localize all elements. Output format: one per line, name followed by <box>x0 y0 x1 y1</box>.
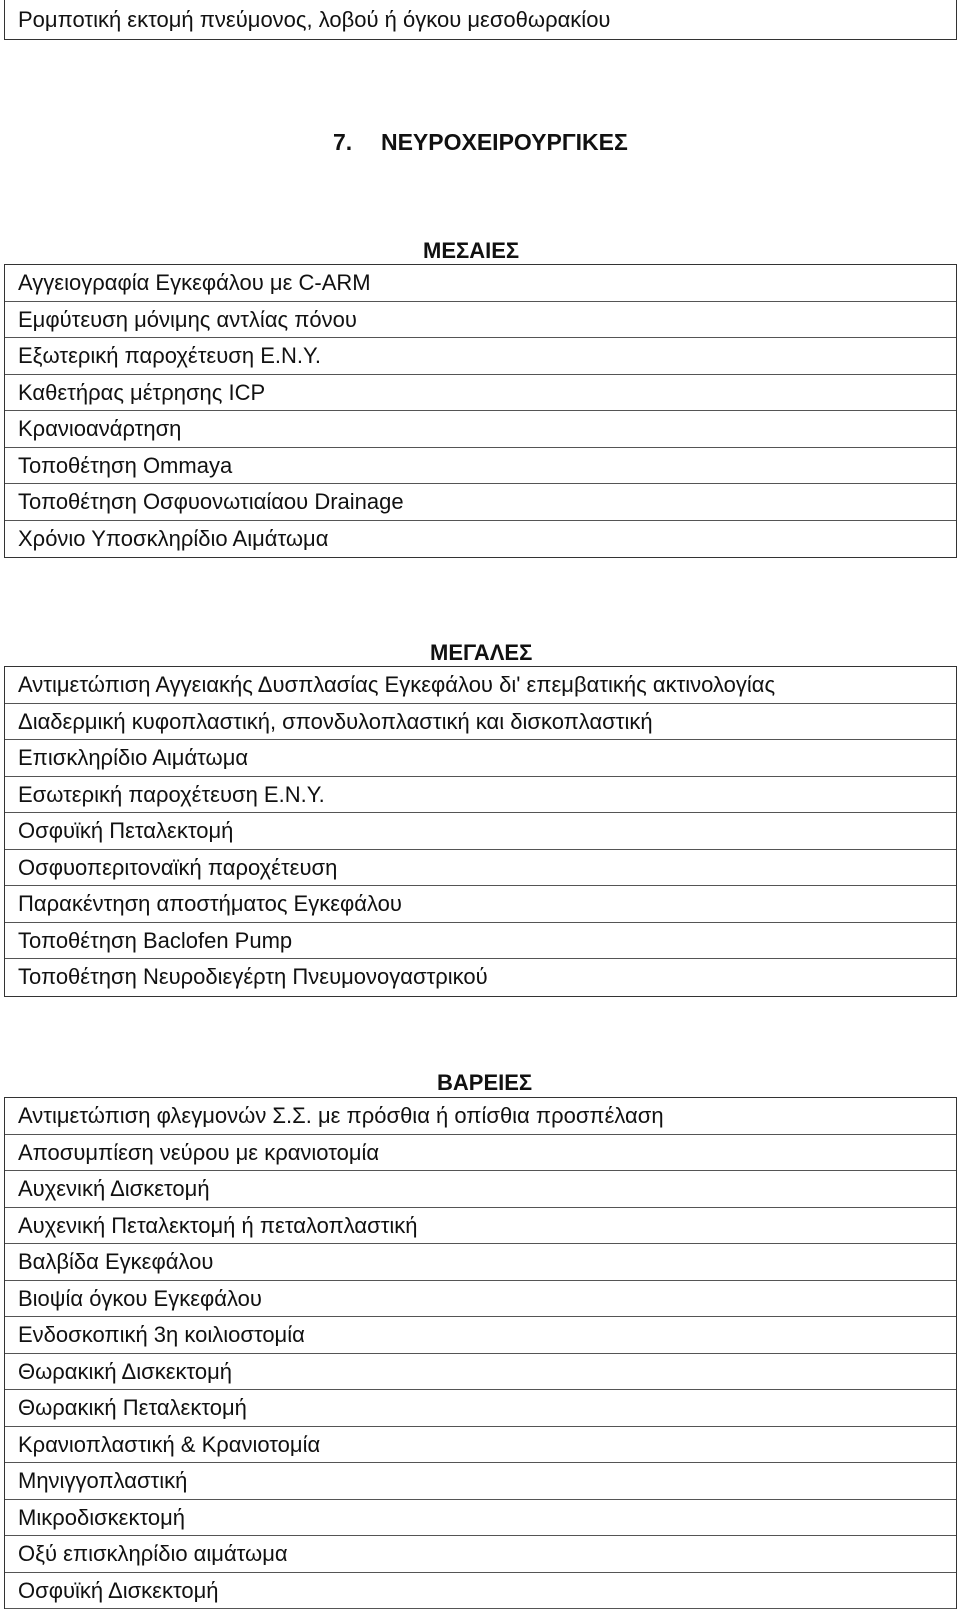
row-text: Αυχενική Δισκετομή <box>18 1176 210 1201</box>
table-row <box>5 923 956 960</box>
table-row <box>5 265 956 302</box>
row-text: Εμφύτευση μόνιμης αντλίας πόνου <box>18 306 357 332</box>
table-row <box>5 1427 956 1464</box>
table-row <box>5 1208 956 1245</box>
row-text: Οσφυοπεριτοναϊκή παροχέτευση <box>18 854 338 880</box>
row-text: Αυχενική Πεταλεκτομή ή πεταλοπλαστική <box>18 1212 418 1238</box>
table-row <box>5 1573 956 1610</box>
table-row <box>5 375 956 412</box>
row-text: Κρανιοπλαστική & Κρανιοτομία <box>18 1431 321 1457</box>
medium-table <box>4 264 957 558</box>
table-row <box>5 484 956 521</box>
table-row <box>5 959 956 996</box>
table-row <box>5 338 956 375</box>
row-text: Οσφυϊκή Πεταλεκτομή <box>18 818 234 843</box>
table-row <box>5 1244 956 1281</box>
table-row <box>5 1098 956 1135</box>
row-text: Εσωτερική παροχέτευση Ε.Ν.Υ. <box>18 781 325 807</box>
table-row <box>5 521 956 558</box>
row-text: Επισκληρίδιο Αιμάτωμα <box>18 745 249 770</box>
row-text: Μικροδισκεκτομή <box>18 1504 186 1530</box>
row-text: Αντιμετώπιση Αγγειακής Δυσπλασίας Εγκεφάλου δι' επεμβατικής ακτινολογίας <box>18 672 776 697</box>
row-text: Μηνιγγοπλαστική <box>18 1468 188 1493</box>
medium-heading: ΜΕΣΑΙΕΣ <box>423 238 520 263</box>
row-text: Διαδερμική κυφοπλαστική, σπονδυλοπλαστική και δισκοπλαστική <box>18 708 653 734</box>
row-text: Χρόνιο Υποσκληρίδιο Αιμάτωμα <box>18 525 329 551</box>
table-row <box>5 850 956 887</box>
row-text: Οξύ επισκληρίδιο αιμάτωμα <box>18 1541 288 1566</box>
section-number: 7. <box>333 129 353 155</box>
table-row <box>5 1354 956 1391</box>
table-row <box>5 1171 956 1208</box>
major-heading: ΜΕΓΑΛΕΣ <box>430 640 533 665</box>
row-text: Οσφυϊκή Δισκεκτομή <box>18 1577 219 1603</box>
table-row <box>5 302 956 339</box>
row-text: Εξωτερική παροχέτευση Ε.Ν.Υ. <box>18 343 321 368</box>
table-row <box>5 448 956 485</box>
row-text: Τοποθέτηση Baclofen Pump <box>18 927 293 953</box>
row-text: Ρομποτική εκτομή πνεύμονος, λοβού ή όγκου μεσοθωρακίου <box>18 7 611 32</box>
row-text: Τοποθέτηση Οσφυονωτιαίαου Drainage <box>18 489 404 514</box>
row-text: Αγγειογραφία Εγκεφάλου με C-ARM <box>18 270 371 295</box>
row-text: Τοποθέτηση Νευροδιεγέρτη Πνευμονογαστρικού <box>18 964 488 989</box>
severe-table <box>4 1097 957 1609</box>
table-row <box>5 1135 956 1172</box>
table-row <box>5 1536 956 1573</box>
severe-heading: ΒΑΡΕΙΕΣ <box>437 1070 533 1095</box>
row-text: Αντιμετώπιση φλεγμονών Σ.Σ. με πρόσθια ή οπίσθια προσπέλαση <box>18 1103 664 1128</box>
table-row <box>5 1500 956 1537</box>
table-row <box>5 1317 956 1354</box>
table-row <box>5 0 956 38</box>
row-text: Παρακέντηση αποστήματος Εγκεφάλου <box>18 891 402 916</box>
row-text: Ενδοσκοπική 3η κοιλιοστομία <box>18 1322 305 1347</box>
row-text: Βιοψία όγκου Εγκεφάλου <box>18 1285 262 1311</box>
table-row <box>5 704 956 741</box>
table-row <box>5 777 956 814</box>
table-row <box>5 740 956 777</box>
table-row <box>5 667 956 704</box>
previous-table <box>4 0 957 40</box>
row-text: Αποσυμπίεση νεύρου με κρανιοτομία <box>18 1139 380 1165</box>
table-row <box>5 1390 956 1427</box>
major-table <box>4 666 957 997</box>
row-text: Κρανιοανάρτηση <box>18 416 182 441</box>
row-text: Θωρακική Πεταλεκτομή <box>18 1395 247 1420</box>
table-row <box>5 411 956 448</box>
row-text: Καθετήρας μέτρησης ICP <box>18 379 266 405</box>
section-title: ΝΕΥΡΟΧΕΙΡΟΥΡΓΙΚΕΣ <box>380 129 628 155</box>
table-row <box>5 1281 956 1318</box>
row-text: Βαλβίδα Εγκεφάλου <box>18 1249 214 1274</box>
row-text: Θωρακική Δισκεκτομή <box>18 1358 233 1384</box>
table-row <box>5 813 956 850</box>
section-heading <box>333 129 628 156</box>
table-row <box>5 1463 956 1500</box>
row-text: Τοποθέτηση Ommaya <box>18 452 233 478</box>
table-row <box>5 886 956 923</box>
